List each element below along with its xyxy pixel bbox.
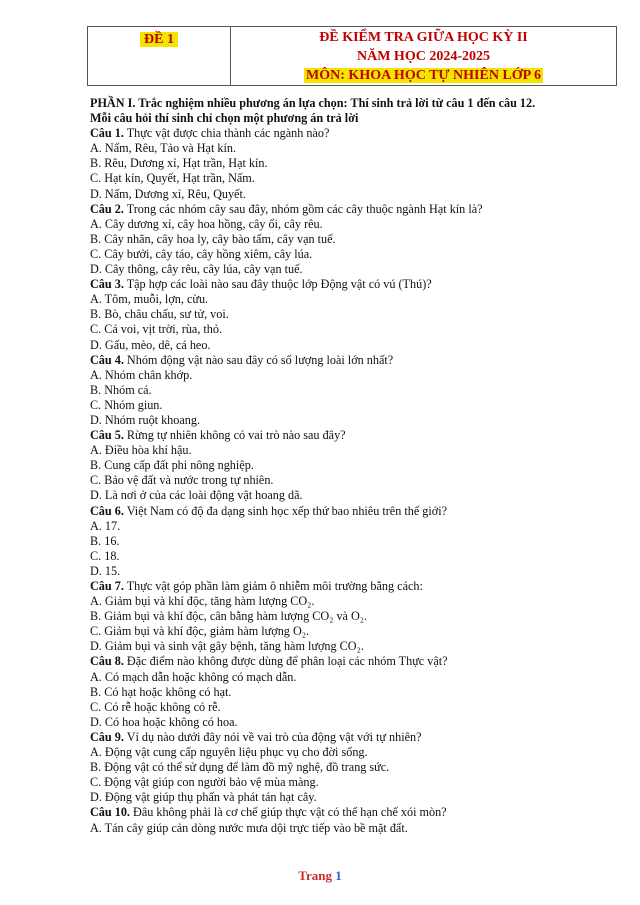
page-footer — [0, 868, 640, 884]
answer-option: C. 18. — [90, 548, 120, 563]
answer-option: D. Nấm, Dương xỉ, Rêu, Quyết. — [90, 186, 246, 201]
question-label: Câu 9. — [90, 729, 124, 744]
answer-option: B. Động vật có thể sử dụng để làm đồ mỹ nghệ, đồ trang sức. — [90, 760, 390, 775]
question-text: Rừng tự nhiên không có vai trò nào sau đây? — [123, 428, 346, 443]
question — [90, 428, 610, 443]
question — [90, 579, 610, 594]
answer-option: D. Giảm bụi và sinh vật gây bệnh, tăng hàm lượng CO₂. — [90, 639, 364, 654]
question-text: Đâu không phải là cơ chế giúp thực vật có thể hạn chế xói mòn? — [129, 805, 447, 820]
answer-option: D. Nhóm ruột khoang. — [90, 412, 201, 427]
exam-code: ĐỀ 1 — [140, 32, 178, 47]
answer-option: B. Giảm bụi và khí độc, cân bằng hàm lượng CO₂ và O₂. — [90, 609, 368, 624]
answer-option: D. Gấu, mèo, dê, cá heo. — [90, 337, 211, 352]
answer-option: A. Tán cây giúp cản dòng nước mưa dội trực tiếp vào bề mặt đất. — [90, 820, 408, 835]
answer-option: A. Có mạch dẫn hoặc không có mạch dẫn. — [90, 669, 297, 684]
answer-option: C. Cây bưởi, cây táo, cây hồng xiêm, cây lúa. — [90, 246, 313, 261]
answer-option: D. Cây thông, cây rêu, cây lúa, cây vạn tuế. — [90, 262, 303, 277]
question-text: Tập hợp các loài nào sau đây thuộc lớp Động vật có vú (Thú)? — [123, 277, 432, 292]
question — [90, 126, 610, 141]
question — [90, 805, 610, 820]
answer-option: C. Động vật giúp con người bảo vệ mùa màng. — [90, 775, 319, 790]
question-label: Câu 5. — [90, 428, 124, 443]
answer-option: B. Bò, châu chấu, sư tử, voi. — [90, 307, 229, 322]
subject-title: MÔN: KHOA HỌC TỰ NHIÊN LỚP 6 — [306, 68, 541, 83]
question — [90, 504, 610, 519]
answer-option: A. Cây dương xỉ, cây hoa hồng, cây ổi, cây rêu. — [90, 216, 323, 231]
question-label: Câu 2. — [90, 201, 124, 216]
question-label: Câu 1. — [90, 126, 124, 141]
question — [90, 277, 610, 292]
exam-title-cell — [231, 27, 616, 85]
answer-option: C. Bảo vệ đất và nước trong tự nhiên. — [90, 473, 274, 488]
question-label: Câu 10. — [90, 805, 130, 820]
exam-content — [90, 96, 610, 836]
answer-option: A. Điều hòa khí hậu. — [90, 443, 192, 458]
answer-option: D. Động vật giúp thụ phấn và phát tán hạt cây. — [90, 790, 317, 805]
answer-option: A. 17. — [90, 518, 121, 533]
answer-option: A. Tôm, muỗi, lợn, cừu. — [90, 292, 209, 307]
question — [90, 654, 610, 669]
answer-option: D. Là nơi ở của các loài động vật hoang dã. — [90, 488, 303, 503]
question — [90, 202, 610, 217]
answer-option: D. 15. — [90, 563, 121, 578]
question-text: Nhóm động vật nào sau đây có số lượng loài lớn nhất? — [123, 352, 394, 367]
question — [90, 730, 610, 745]
exam-code-cell — [88, 27, 231, 85]
answer-option: B. Cây nhãn, cây hoa ly, cây bào tấm, cây vạn tuế. — [90, 231, 336, 246]
question-label: Câu 7. — [90, 579, 124, 593]
question-text: Đặc điểm nào không được dùng để phân loại các nhóm Thực vật? — [123, 654, 448, 669]
exam-header — [87, 26, 617, 86]
question-label: Câu 4. — [90, 352, 124, 367]
part-heading: PHẦN I. Trắc nghiệm nhiều phương án lựa chọn: Thí sinh trả lời từ câu 1 đến câu 12. — [90, 96, 536, 110]
question-label: Câu 8. — [90, 654, 124, 669]
page-label: Trang — [298, 868, 336, 883]
question — [90, 353, 610, 368]
page-number: 1 — [335, 868, 342, 883]
answer-option: D. Có hoa hoặc không có hoa. — [90, 714, 238, 729]
answer-option: C. Có rễ hoặc không có rễ. — [90, 699, 221, 714]
question-text: Việt Nam có độ đa dạng sinh học xếp thứ bao nhiêu trên thế giới? — [123, 503, 448, 518]
answer-option: A. Nấm, Rêu, Tảo và Hạt kín. — [90, 141, 236, 156]
answer-option: B. Nhóm cá. — [90, 382, 152, 397]
answer-option: A. Động vật cung cấp nguyên liệu phục vụ cho đời sống. — [90, 745, 368, 760]
exam-title: ĐỀ KIỂM TRA GIỮA HỌC KỲ II — [319, 30, 528, 45]
question-list — [90, 126, 610, 835]
question-text: Trong các nhóm cây sau đây, nhóm gồm các cây thuộc ngành Hạt kín là? — [123, 201, 483, 216]
question-text: Ví dụ nào dưới đây nói về vai trò của động vật với tự nhiên? — [123, 729, 422, 744]
answer-option: A. Nhóm chân khớp. — [90, 367, 193, 382]
answer-option: C. Giảm bụi và khí độc, giảm hàm lượng O₂. — [90, 624, 310, 639]
answer-option: B. Cung cấp đất phi nông nghiệp. — [90, 458, 254, 473]
answer-option: B. 16. — [90, 533, 120, 548]
question-label: Câu 3. — [90, 277, 124, 292]
answer-option: B. Rêu, Dương xỉ, Hạt trần, Hạt kín. — [90, 156, 268, 171]
part-instruction: Mỗi câu hỏi thí sinh chỉ chọn một phương án trả lời — [90, 111, 359, 126]
answer-option: C. Hạt kín, Quyết, Hạt trần, Nấm. — [90, 171, 255, 186]
question-text: Thực vật được chia thành các ngành nào? — [123, 126, 330, 141]
answer-option: B. Có hạt hoặc không có hạt. — [90, 684, 232, 699]
school-year: NĂM HỌC 2024-2025 — [357, 49, 490, 64]
question-label: Câu 6. — [90, 503, 124, 518]
answer-option: C. Cá voi, vịt trời, rùa, thỏ. — [90, 322, 223, 337]
question-text: Thực vật góp phần làm giảm ô nhiễm môi trường bằng cách: — [123, 579, 423, 593]
answer-option: C. Nhóm giun. — [90, 397, 163, 412]
answer-option: A. Giảm bụi và khí độc, tăng hàm lượng CO₂. — [90, 594, 315, 609]
